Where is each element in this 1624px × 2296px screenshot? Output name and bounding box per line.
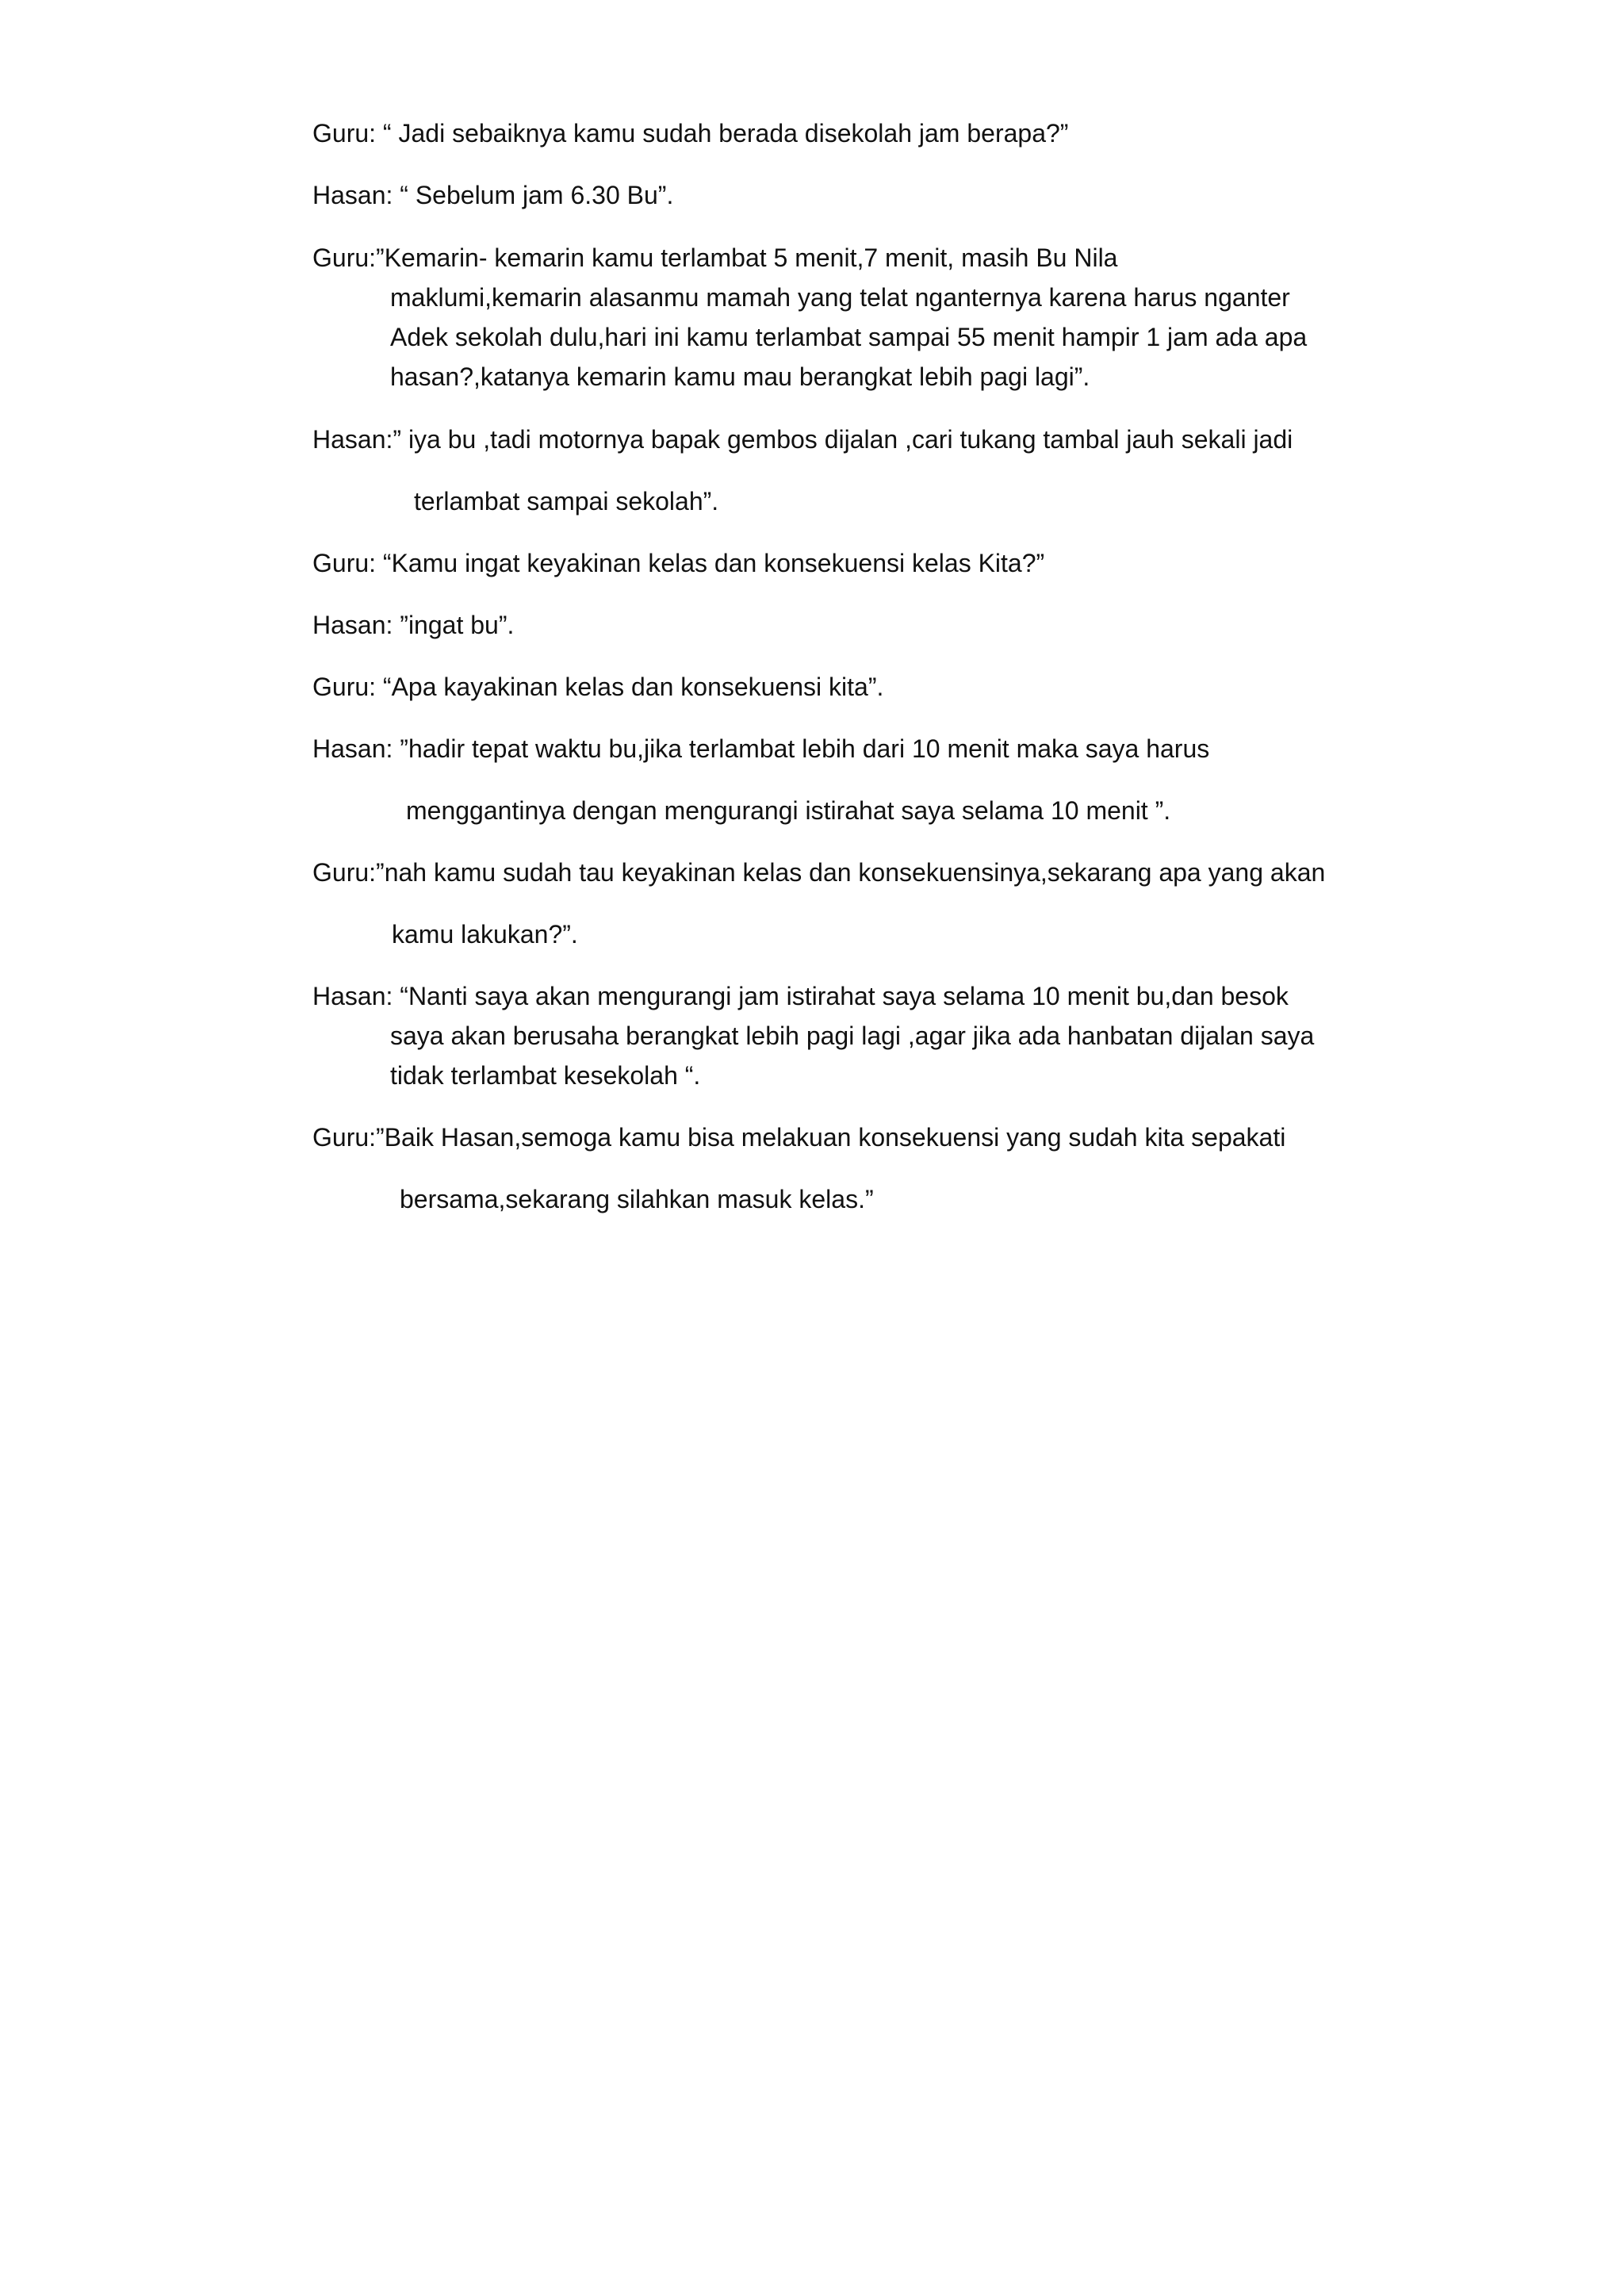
dialogue-line-continuation: tidak terlambat kesekolah “.	[390, 1061, 701, 1090]
dialogue-line-continuation: kamu lakukan?”.	[392, 920, 578, 949]
dialogue-line-guru: Guru: “ Jadi sebaiknya kamu sudah berada disekolah jam berapa?”	[312, 119, 1069, 148]
dialogue-line-continuation: hasan?,katanya kemarin kamu mau berangkat lebih pagi lagi”.	[390, 362, 1090, 391]
dialogue-line-continuation: menggantinya dengan mengurangi istirahat saya selama 10 menit ”.	[406, 796, 1171, 825]
dialogue-line-continuation: terlambat sampai sekolah”.	[414, 487, 719, 516]
dialogue-line-hasan: Hasan: “ Sebelum jam 6.30 Bu”.	[312, 181, 674, 209]
dialogue-line-continuation: Adek sekolah dulu,hari ini kamu terlambat sampai 55 menit hampir 1 jam ada apa	[390, 323, 1308, 351]
dialogue-line-guru: Guru:”nah kamu sudah tau keyakinan kelas dan konsekuensinya,sekarang apa yang akan	[312, 858, 1326, 887]
dialogue-line-guru: Guru:”Baik Hasan,semoga kamu bisa melakuan konsekuensi yang sudah kita sepakati	[312, 1123, 1286, 1152]
dialogue-line-hasan: Hasan: “Nanti saya akan mengurangi jam istirahat saya selama 10 menit bu,dan besok	[312, 982, 1289, 1010]
dialogue-line-guru: Guru: “Kamu ingat keyakinan kelas dan konsekuensi kelas Kita?”	[312, 549, 1045, 577]
dialogue-line-continuation: saya akan berusaha berangkat lebih pagi lagi ,agar jika ada hanbatan dijalan saya	[390, 1022, 1315, 1050]
dialogue-line-hasan: Hasan: ”ingat bu”.	[312, 611, 515, 639]
dialogue-line-continuation: bersama,sekarang silahkan masuk kelas.”	[400, 1185, 874, 1213]
dialogue-line-continuation: maklumi,kemarin alasanmu mamah yang telat nganternya karena harus nganter	[390, 283, 1290, 312]
dialogue-line-guru: Guru:”Kemarin- kemarin kamu terlambat 5 menit,7 menit, masih Bu Nila	[312, 243, 1118, 272]
dialogue-line-hasan: Hasan:” iya bu ,tadi motornya bapak gembos dijalan ,cari tukang tambal jauh sekali jadi	[312, 425, 1293, 454]
dialogue-line-hasan: Hasan: ”hadir tepat waktu bu,jika terlambat lebih dari 10 menit maka saya harus	[312, 734, 1210, 763]
dialogue-line-guru: Guru: “Apa kayakinan kelas dan konsekuensi kita”.	[312, 673, 884, 701]
